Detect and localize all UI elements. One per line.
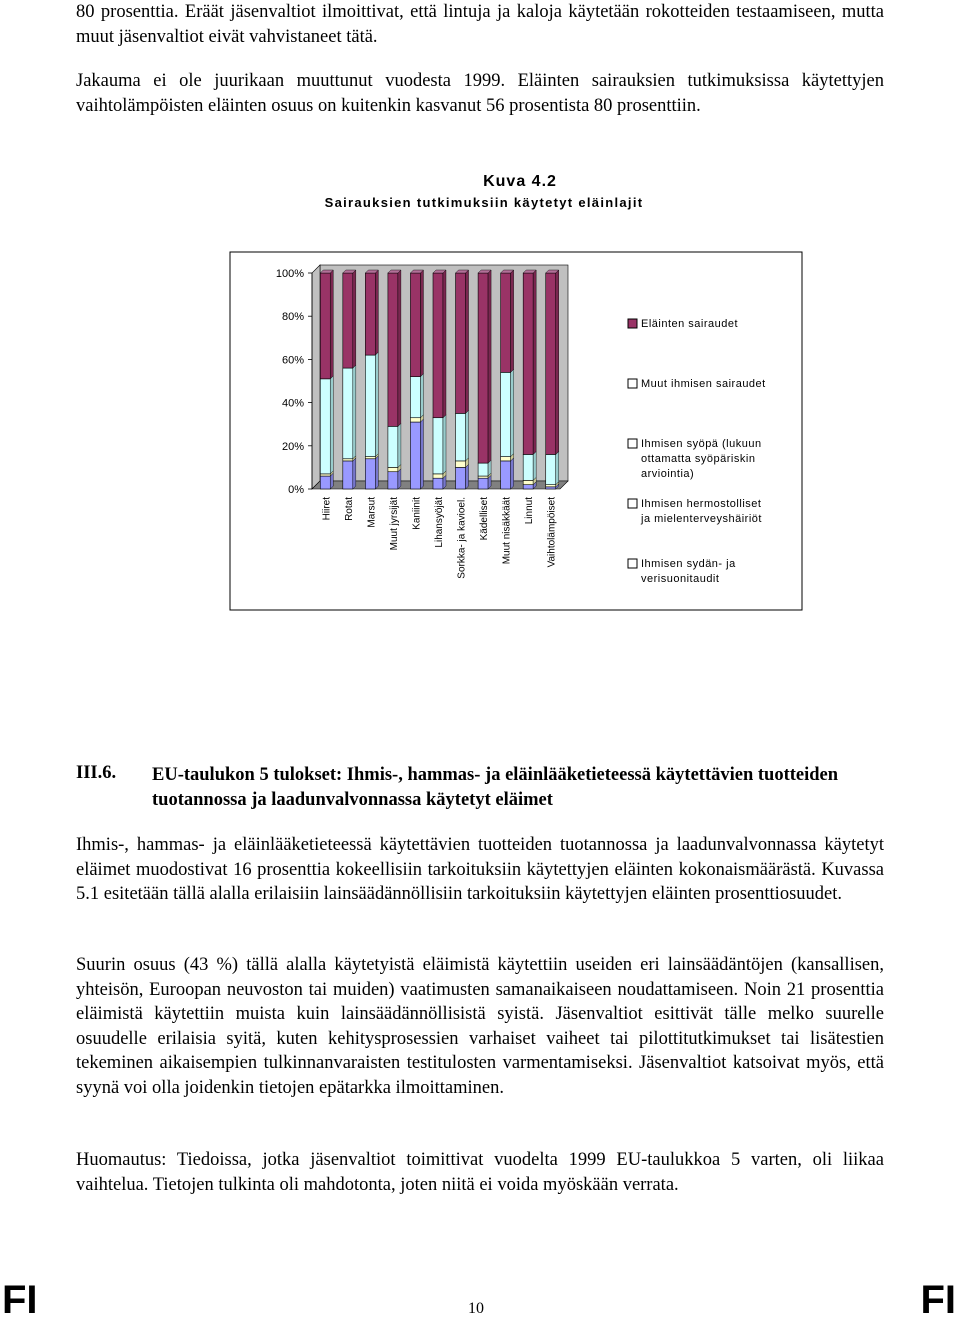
chart-side-wall xyxy=(312,265,320,489)
legend-label: verisuonitaudit xyxy=(641,573,720,585)
footer-language-left: FI xyxy=(2,1278,38,1322)
bar-segment-side xyxy=(556,451,559,484)
bar-segment-side xyxy=(353,365,356,459)
bar-segment xyxy=(433,418,443,474)
legend-swatch xyxy=(628,499,637,508)
paragraph-distribution: Jakauma ei ole juurikaan muuttunut vuodesta 1999. Eläinten sairauksien tutkimuksissa käytettyjen vaihtolämpöisten eläinten osuus on kuitenkin kasvanut 56 prosentista 80 prosenttiin. xyxy=(76,71,884,116)
bar-segment xyxy=(388,273,398,426)
y-tick-label: 40% xyxy=(281,397,304,410)
paragraph-top: 80 prosenttia. Eräät jäsenvaltiot ilmoittivat, että lintuja ja kaloja käytetään rokotteiden testaamiseen, mutta muut jäsenvaltiot eivät vahvistaneet tätä. xyxy=(76,2,884,47)
legend-label: Eläinten sairaudet xyxy=(641,318,739,330)
bar-segment-side xyxy=(511,369,514,456)
bar-segment xyxy=(501,457,511,461)
bar-segment xyxy=(320,474,330,476)
chart-title: Sairauksien tutkimuksiin käytetyt eläinlajit xyxy=(324,195,644,210)
bar-segment xyxy=(546,485,556,487)
bar-segment-side xyxy=(353,458,356,489)
bar-segment xyxy=(343,273,353,368)
bar-segment xyxy=(546,454,556,484)
bar-segment xyxy=(523,273,533,454)
category-label: Hiiret xyxy=(321,497,333,521)
paragraph-1: Ihmis-, hammas- ja eläinlääketieteessä käytettävien tuotteiden tuotannossa ja laadunvalvonnassa käytetyt eläimet muodostivat 16 prosenttia kokeellisiin tarkoituksiin käytettyjen eläinten kokonaismäärästä. Kuvassa 5.1 esitetään tällä alalla erilaisiin lainsäädännöllisiin tarkoituksiin käytettyjen eläinten prosenttiosuudet. xyxy=(76,835,884,904)
legend-swatch xyxy=(628,379,637,388)
paragraph-note: Huomautus: Tiedoissa, jotka jäsenvaltiot toimittivat vuodelta 1999 EU-taulukkoa 5 varten, oli liikaa vaihtelua. Tietojen tulkinta oli mahdotonta, joten niitä ei voida myöskään verrata. xyxy=(76,1150,884,1195)
legend-label: ja mielenterveyshäiriöt xyxy=(641,513,762,525)
legend-label: Muut ihmisen sairaudet xyxy=(641,378,766,390)
bar-segment xyxy=(365,273,375,355)
legend-swatch xyxy=(628,319,637,328)
bar-segment xyxy=(433,474,443,478)
bar-segment xyxy=(365,355,375,457)
bar-segment-side xyxy=(511,270,514,372)
legend-label: arviointia) xyxy=(641,468,695,480)
bar-segment-side xyxy=(330,376,333,474)
bar-segment xyxy=(365,457,375,459)
bar-segment-side xyxy=(398,270,401,426)
bar-segment xyxy=(433,478,443,489)
bar-segment xyxy=(478,476,488,478)
page-number: 10 xyxy=(468,1300,484,1317)
category-label: Lihansyöjät xyxy=(434,497,445,548)
bar-segment-side xyxy=(330,270,333,379)
bar-segment xyxy=(410,377,420,418)
y-tick-label: 80% xyxy=(281,311,304,324)
category-label: Rotat xyxy=(343,497,355,521)
bar-segment xyxy=(523,480,533,484)
bar-segment-side xyxy=(353,270,356,368)
bar-segment xyxy=(523,454,533,480)
bar-segment xyxy=(410,422,420,489)
chart-legend xyxy=(628,318,766,585)
category-label: Sorkka- ja kavioel. xyxy=(456,496,468,579)
bar-segment xyxy=(320,273,330,379)
bar-segment-side xyxy=(375,270,378,355)
section-number: III.6. xyxy=(76,763,117,783)
y-tick-label: 0% xyxy=(288,484,304,496)
bar-segment xyxy=(456,467,466,489)
category-label: Kädelliset xyxy=(479,497,491,541)
bar-segment xyxy=(456,273,466,413)
bar-segment xyxy=(343,368,353,459)
legend-swatch xyxy=(628,559,637,568)
bar-segment xyxy=(456,413,466,461)
bar-segment xyxy=(320,476,330,489)
bar-segment xyxy=(433,273,443,418)
category-label: Linnut xyxy=(524,497,536,525)
bar-segment xyxy=(410,273,420,377)
bar-segment xyxy=(388,426,398,467)
section-heading: EU-taulukon 5 tulokset: Ihmis-, hammas- ja eläinlääketieteessä käytettävien tuotteiden tuotannossa ja laadunvalvonnassa käytetyt eläimet xyxy=(152,765,839,810)
bar-segment xyxy=(343,461,353,489)
category-label: Vaihtolämpöiset xyxy=(546,497,558,568)
category-label: Kaniinit xyxy=(411,497,423,530)
bar-segment xyxy=(388,472,398,489)
bar-segment xyxy=(546,487,556,489)
bar-segment-side xyxy=(556,270,559,454)
category-label: Muut jyrsijät xyxy=(388,497,400,551)
bar-segment-side xyxy=(533,451,536,480)
bar-segment xyxy=(478,463,488,476)
y-tick-label: 20% xyxy=(281,440,304,453)
bar-segment xyxy=(343,459,353,461)
category-label: Muut nisäkkäät xyxy=(501,497,513,565)
y-tick-label: 100% xyxy=(275,268,304,280)
bar-segment-side xyxy=(375,456,378,489)
y-tick-label: 60% xyxy=(281,354,304,367)
legend-label: Ihmisen sydän- ja xyxy=(641,558,736,570)
bar-segment-side xyxy=(488,270,491,463)
bar-segment-side xyxy=(443,270,446,418)
bar-segment xyxy=(546,273,556,454)
bar-segment-side xyxy=(466,410,469,461)
footer-language-right: FI xyxy=(920,1278,956,1322)
legend-label: Ihmisen syöpä (lukuun xyxy=(641,438,762,450)
bar-segment xyxy=(320,379,330,474)
bar-segment xyxy=(501,461,511,489)
bar-segment-side xyxy=(398,423,401,467)
bar-segment-side xyxy=(533,270,536,454)
bar-segment-side xyxy=(375,352,378,457)
legend-label: Ihmisen hermostolliset xyxy=(641,498,762,510)
bar-segment xyxy=(410,418,420,422)
bar-segment-side xyxy=(443,415,446,474)
bar-segment-side xyxy=(511,458,514,489)
bar-segment xyxy=(478,478,488,489)
category-label: Marsut xyxy=(366,497,378,528)
paragraph-2: Suurin osuus (43 %) tällä alalla käytetyistä eläimistä käytettiin useiden eri lainsäädäntöjen (kansallisen, yhteisön, Euroopan neuvoston tai muiden) vaatimusten samanaikaiseen noudattamiseen. Noin 21 prosenttia eläimistä käytettiin muista kuin lainsäädännöllisistä syistä. Jäsenvaltiot esittivät tälle melko suurelle osuudelle erilaisia syitä, kuten kehitysprosessien varhaiset vaiheet tai pilottitutkimukset tai lisätestien tekeminen aikaisempien tulkinnanvaraisten testitulosten varmentamiseksi. Jäsenvaltiot katsoivat myös, että syynä voi olla joidenkin tietojen epätarkka ilmoittaminen. xyxy=(76,955,884,1098)
chart-axes xyxy=(230,252,802,610)
legend-label: ottamatta syöpäriskin xyxy=(641,453,756,465)
bar-segment xyxy=(365,459,375,489)
bar-segment xyxy=(523,485,533,489)
bar-segment xyxy=(501,273,511,372)
bar-segment-side xyxy=(466,464,469,489)
bar-segment-side xyxy=(420,270,423,377)
figure-number: Kuva 4.2 xyxy=(483,173,557,190)
bar-segment-side xyxy=(420,374,423,418)
bar-segment xyxy=(478,273,488,463)
bar-segment xyxy=(388,467,398,471)
bar-segment-side xyxy=(398,469,401,489)
legend-swatch xyxy=(628,439,637,448)
bar-segment-side xyxy=(466,270,469,413)
bar-segment xyxy=(456,461,466,467)
bar-segment-side xyxy=(420,419,423,489)
bar-segment xyxy=(501,372,511,456)
